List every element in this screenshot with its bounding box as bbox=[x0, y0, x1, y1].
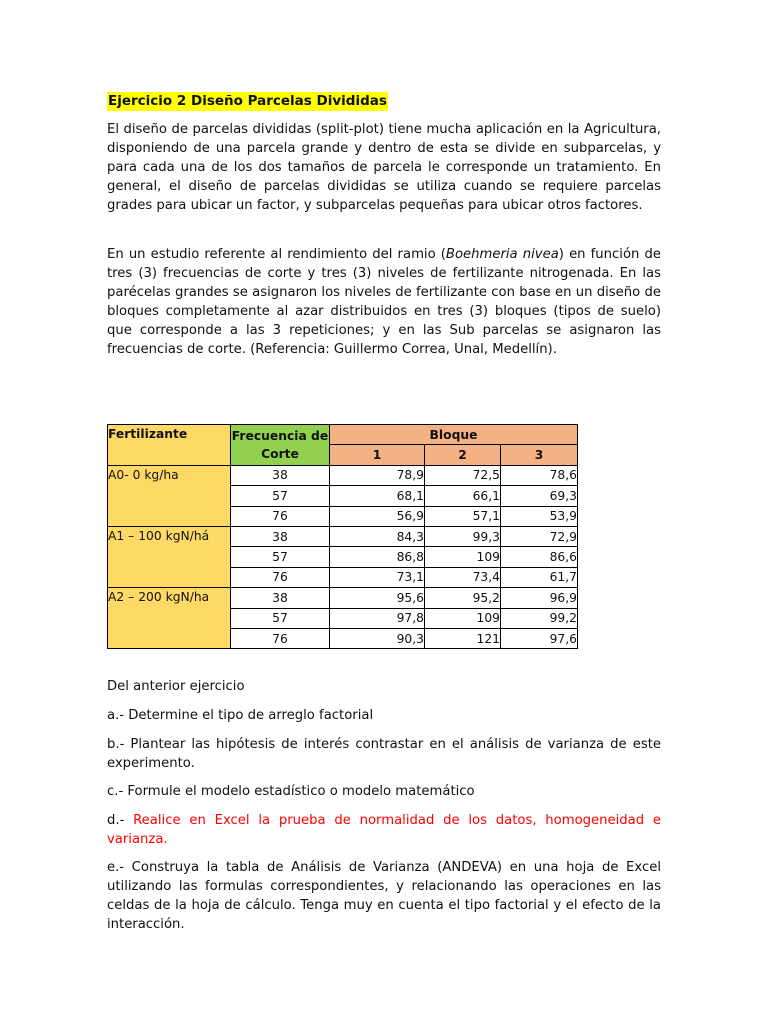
freq-cell: 57 bbox=[231, 608, 330, 628]
question-d bbox=[107, 811, 661, 849]
value-cell: 121 bbox=[425, 628, 501, 648]
fertilizer-level-a2: A2 – 200 kgN/ha bbox=[108, 588, 231, 649]
question-d-highlight: Realice en Excel la prueba de normalidad de los datos, homogeneidad e varianza. bbox=[107, 813, 661, 847]
value-cell: 72,5 bbox=[425, 465, 501, 485]
value-cell: 95,6 bbox=[330, 588, 425, 608]
value-cell: 56,9 bbox=[330, 506, 425, 526]
value-cell: 57,1 bbox=[425, 506, 501, 526]
header-frecuencia-corte: Frecuencia de Corte bbox=[231, 425, 330, 466]
freq-cell: 38 bbox=[231, 526, 330, 546]
value-cell: 53,9 bbox=[501, 506, 578, 526]
value-cell: 73,4 bbox=[425, 567, 501, 587]
yield-data-table bbox=[107, 424, 578, 649]
value-cell: 84,3 bbox=[330, 526, 425, 546]
freq-cell: 76 bbox=[231, 628, 330, 648]
value-cell: 73,1 bbox=[330, 567, 425, 587]
intro-paragraph: El diseño de parcelas divididas (split-plot) tiene mucha aplicación en la Agricultura, disponiendo de una parcela grande y dentro de esta se divide en subparcelas, y para cada una de los dos tamaños de parcela le corresponde un tratamiento. En general, el diseño de parcelas divididas se utiliza cuando se requiere parcelas grades para ubicar un factor, y subparcelas pequeñas para ubicar otros factores. bbox=[107, 122, 661, 213]
question-d-prefix: d.- bbox=[107, 813, 134, 828]
value-cell: 97,6 bbox=[501, 628, 578, 648]
value-cell: 109 bbox=[425, 547, 501, 567]
value-cell: 109 bbox=[425, 608, 501, 628]
study-text-after: ) en función de tres (3) frecuencias de corte y tres (3) niveles de fertilizante nitrogenada. En las parécelas grandes se asignaron los niveles de fertilizante con base en un diseño de bloques completamente al azar distribuidos en tres (3) bloques (tipos de suelo) que corresponde a las 3 repeticiones; y en las Sub parcelas se asignaron las frecuencias de corte. (Referencia: Guillermo Correa, Unal, Medellín). bbox=[107, 247, 661, 357]
table-row bbox=[108, 526, 578, 546]
question-b: b.- Plantear las hipótesis de interés contrastar en el análisis de varianza de este experimento. bbox=[107, 737, 661, 771]
value-cell: 96,9 bbox=[501, 588, 578, 608]
value-cell: 86,6 bbox=[501, 547, 578, 567]
table-row bbox=[108, 588, 578, 608]
value-cell: 95,2 bbox=[425, 588, 501, 608]
study-text-before: En un estudio referente al rendimiento del ramio ( bbox=[107, 247, 446, 262]
header-bloque-2: 2 bbox=[425, 445, 501, 465]
study-paragraph bbox=[107, 245, 661, 359]
value-cell: 90,3 bbox=[330, 628, 425, 648]
freq-cell: 76 bbox=[231, 506, 330, 526]
value-cell: 78,9 bbox=[330, 465, 425, 485]
freq-cell: 38 bbox=[231, 465, 330, 485]
value-cell: 68,1 bbox=[330, 486, 425, 506]
value-cell: 97,8 bbox=[330, 608, 425, 628]
value-cell: 66,1 bbox=[425, 486, 501, 506]
value-cell: 99,2 bbox=[501, 608, 578, 628]
freq-cell: 57 bbox=[231, 547, 330, 567]
header-fertilizante: Fertilizante bbox=[108, 425, 231, 466]
value-cell: 99,3 bbox=[425, 526, 501, 546]
value-cell: 61,7 bbox=[501, 567, 578, 587]
value-cell: 69,3 bbox=[501, 486, 578, 506]
value-cell: 86,8 bbox=[330, 547, 425, 567]
fertilizer-level-a1: A1 – 100 kgN/há bbox=[108, 526, 231, 587]
question-c: c.- Formule el modelo estadístico o modelo matemático bbox=[107, 784, 475, 799]
freq-cell: 76 bbox=[231, 567, 330, 587]
header-bloque: Bloque bbox=[330, 425, 578, 445]
exercise-title: Ejercicio 2 Diseño Parcelas Divididas bbox=[108, 93, 387, 109]
questions-intro: Del anterior ejercicio bbox=[107, 679, 245, 694]
freq-cell: 57 bbox=[231, 486, 330, 506]
header-bloque-3: 3 bbox=[501, 445, 578, 465]
fertilizer-level-a0: A0- 0 kg/ha bbox=[108, 465, 231, 526]
value-cell: 78,6 bbox=[501, 465, 578, 485]
table-row bbox=[108, 465, 578, 485]
freq-cell: 38 bbox=[231, 588, 330, 608]
question-e: e.- Construya la tabla de Análisis de Varianza (ANDEVA) en una hoja de Excel utilizando las formulas correspondientes, y relacionando las operaciones en las celdas de la hoja de cálculo. Tenga muy en cuenta el tipo factorial y el efecto de la interacción. bbox=[107, 860, 661, 932]
value-cell: 72,9 bbox=[501, 526, 578, 546]
question-a: a.- Determine el tipo de arreglo factorial bbox=[107, 708, 374, 723]
species-name: Boehmeria nivea bbox=[445, 247, 559, 262]
header-bloque-1: 1 bbox=[330, 445, 425, 465]
